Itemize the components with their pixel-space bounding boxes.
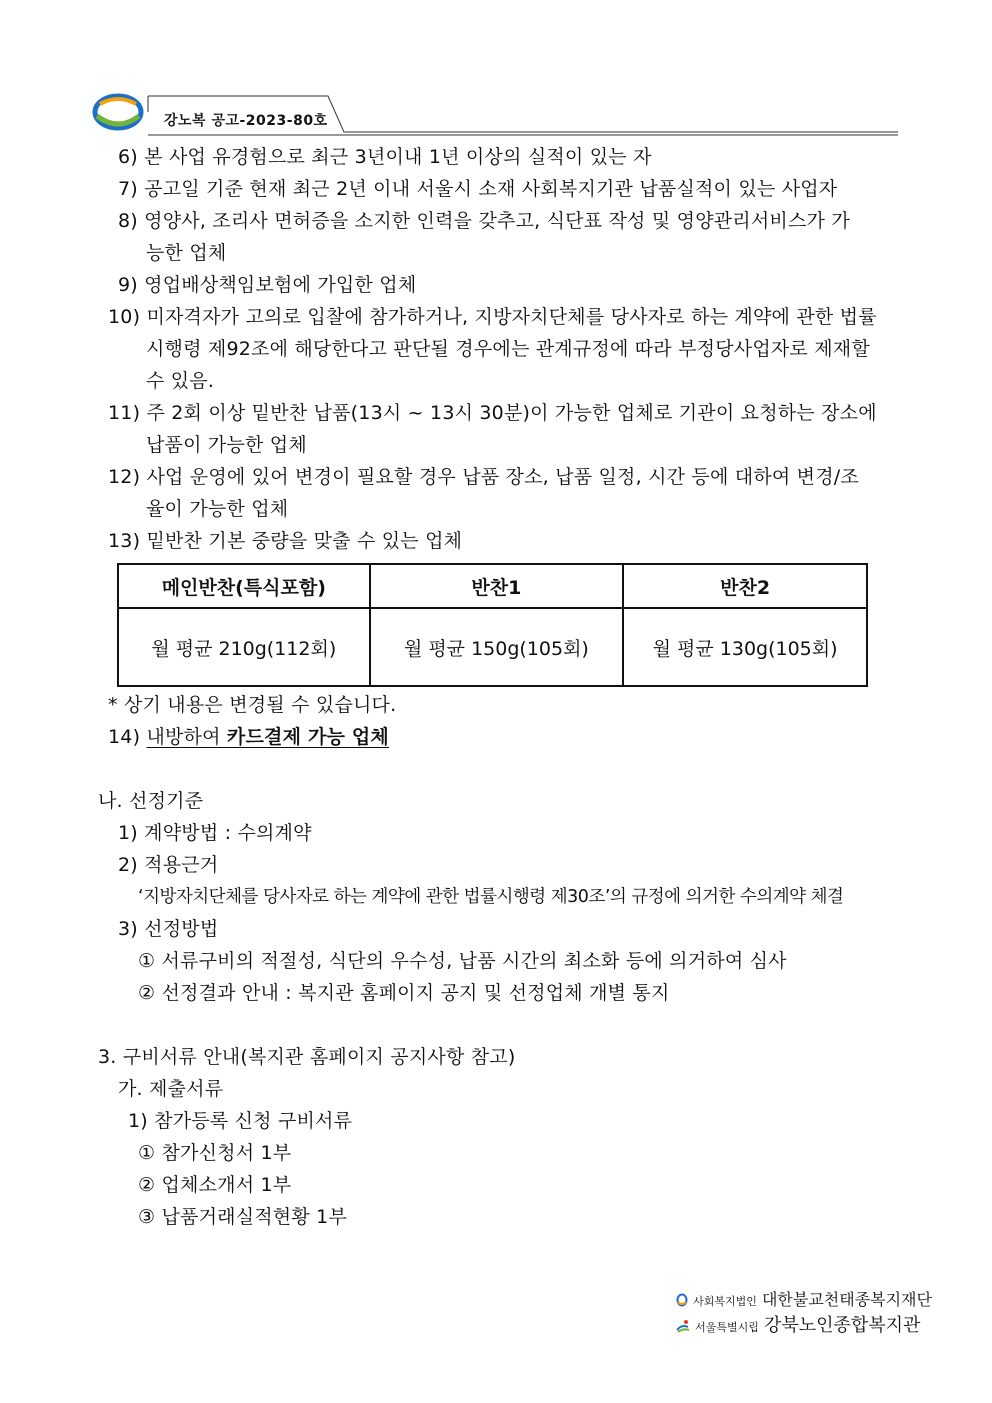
item-text: 서류구비의 적절성, 식단의 우수성, 납품 시간의 최소화 등에 의거하여 심사 <box>161 950 787 972</box>
doc-item-1 <box>138 1141 291 1165</box>
item-text: 영업배상책임보험에 가입한 업체 <box>144 274 417 296</box>
req-item-11-cont: 납품이 가능한 업체 <box>146 434 307 456</box>
seoul-logo-icon <box>676 1319 690 1333</box>
selection-item-2 <box>118 853 218 877</box>
table-row <box>118 608 867 686</box>
req-item-11 <box>108 401 877 425</box>
header-divider <box>92 92 898 136</box>
doc-item-2 <box>138 1173 291 1197</box>
item-number: ② <box>138 982 156 1004</box>
item-text: 선정방법 <box>144 918 219 940</box>
item-text: 계약방법 : 수의계약 <box>144 822 312 844</box>
item-number: 12) <box>108 466 141 488</box>
item-text: 사업 운영에 있어 변경이 필요할 경우 납품 장소, 납품 일정, 시간 등에 대하여 변경/조 <box>146 466 859 488</box>
table-header-cell: 메인반찬(특식포함) <box>118 564 370 608</box>
item-number: 2) <box>118 854 138 876</box>
req-item-10 <box>108 305 877 329</box>
item-number: 9) <box>118 274 138 296</box>
section-documents-title: 3. 구비서류 안내(복지관 홈페이지 공지사항 참고) <box>98 1046 516 1068</box>
section-selection-title: 나. 선정기준 <box>98 790 204 812</box>
document-header <box>92 92 898 136</box>
table-cell: 월 평균 210g(112회) <box>118 608 370 686</box>
req-item-8 <box>118 209 850 233</box>
submission-docs-subtitle: 가. 제출서류 <box>118 1078 224 1100</box>
change-note: * 상기 내용은 변경될 수 있습니다. <box>108 694 397 716</box>
item-text: 미자격자가 고의로 입찰에 참가하거나, 지방자치단체를 당사자로 하는 계약에 관한 법률 <box>146 306 877 328</box>
item-text: 주 2회 이상 밑반찬 납품(13시 ~ 13시 30분)이 가능한 업체로 기관이 요청하는 장소에 <box>146 402 877 424</box>
item-number: ② <box>138 1174 156 1196</box>
registration-docs-item: 1) 참가등록 신청 구비서류 <box>128 1110 353 1132</box>
table-cell: 월 평균 130g(105회) <box>623 608 867 686</box>
item-text: 본 사업 유경험으로 최근 3년이내 1년 이상의 실적이 있는 자 <box>144 146 652 168</box>
req-item-9 <box>118 273 416 297</box>
center-line <box>676 1311 920 1337</box>
selection-method-1 <box>138 949 787 973</box>
item-number: 3) <box>118 918 138 940</box>
table-header-cell: 반찬2 <box>623 564 867 608</box>
foundation-type: 사회복지법인 <box>693 1295 757 1308</box>
item-text: 업체소개서 1부 <box>161 1174 292 1196</box>
item-number: 8) <box>118 210 138 232</box>
item-number: 7) <box>118 178 138 200</box>
table-header-cell: 반찬1 <box>370 564 624 608</box>
selection-item-1 <box>118 821 312 845</box>
item-number: ③ <box>138 1206 156 1228</box>
foundation-line <box>676 1287 932 1310</box>
item-text: 내방하여 <box>146 726 227 748</box>
req-item-10-cont-2: 수 있음. <box>146 370 215 392</box>
item-number: 10) <box>108 306 141 328</box>
item-number: ① <box>138 1142 156 1164</box>
foundation-name: 대한불교천태종복지재단 <box>761 1290 932 1309</box>
document-number: 강노복 공고-2023-80호 <box>164 113 328 129</box>
item-number: 14) <box>108 726 141 748</box>
req-item-14 <box>108 725 389 749</box>
item-text: 선정결과 안내 : 복지관 홈페이지 공지 및 선정업체 개별 통지 <box>161 982 670 1004</box>
req-item-8-cont: 능한 업체 <box>146 242 227 264</box>
req-item-7 <box>118 177 837 201</box>
doc-item-3 <box>138 1205 347 1229</box>
req-item-12 <box>108 465 859 489</box>
center-name: 강북노인종합복지관 <box>763 1315 921 1336</box>
center-type: 서울특별시립 <box>695 1321 759 1334</box>
item-text-emphasis: 카드결제 가능 업체 <box>226 726 389 748</box>
req-item-6 <box>118 145 652 169</box>
selection-item-3 <box>118 917 218 941</box>
foundation-logo-icon <box>676 1293 688 1307</box>
side-dish-weight-table <box>117 563 868 687</box>
item-text: 영양사, 조리사 면허증을 소지한 인력을 갖추고, 식단표 작성 및 영양관리서비스가 가 <box>144 210 850 232</box>
legal-basis-text: ‘지방자치단체를 당사자로 하는 계약에 관한 법률시행령 제30조’의 규정에 의거한 수의계약 체결 <box>138 887 844 907</box>
req-item-10-cont-1: 시행령 제92조에 해당한다고 판단될 경우에는 관계규정에 따라 부정당사업자로 제재할 <box>146 338 870 360</box>
table-cell: 월 평균 150g(105회) <box>370 608 624 686</box>
item-number: 1) <box>118 822 138 844</box>
item-text: 참가신청서 1부 <box>161 1142 292 1164</box>
selection-method-2 <box>138 981 670 1005</box>
item-number: 6) <box>118 146 138 168</box>
table-header-row <box>118 564 867 608</box>
req-item-12-cont: 율이 가능한 업체 <box>146 498 289 520</box>
req-item-13 <box>108 529 462 553</box>
item-text: 공고일 기준 현재 최근 2년 이내 서울시 소재 사회복지기관 납품실적이 있는 사업자 <box>144 178 838 200</box>
item-text: 적용근거 <box>144 854 219 876</box>
item-number: 11) <box>108 402 141 424</box>
item-number: 13) <box>108 530 141 552</box>
item-text: 밑반찬 기본 중량을 맞출 수 있는 업체 <box>146 530 463 552</box>
item-number: ① <box>138 950 156 972</box>
item-text: 납품거래실적현황 1부 <box>161 1206 347 1228</box>
